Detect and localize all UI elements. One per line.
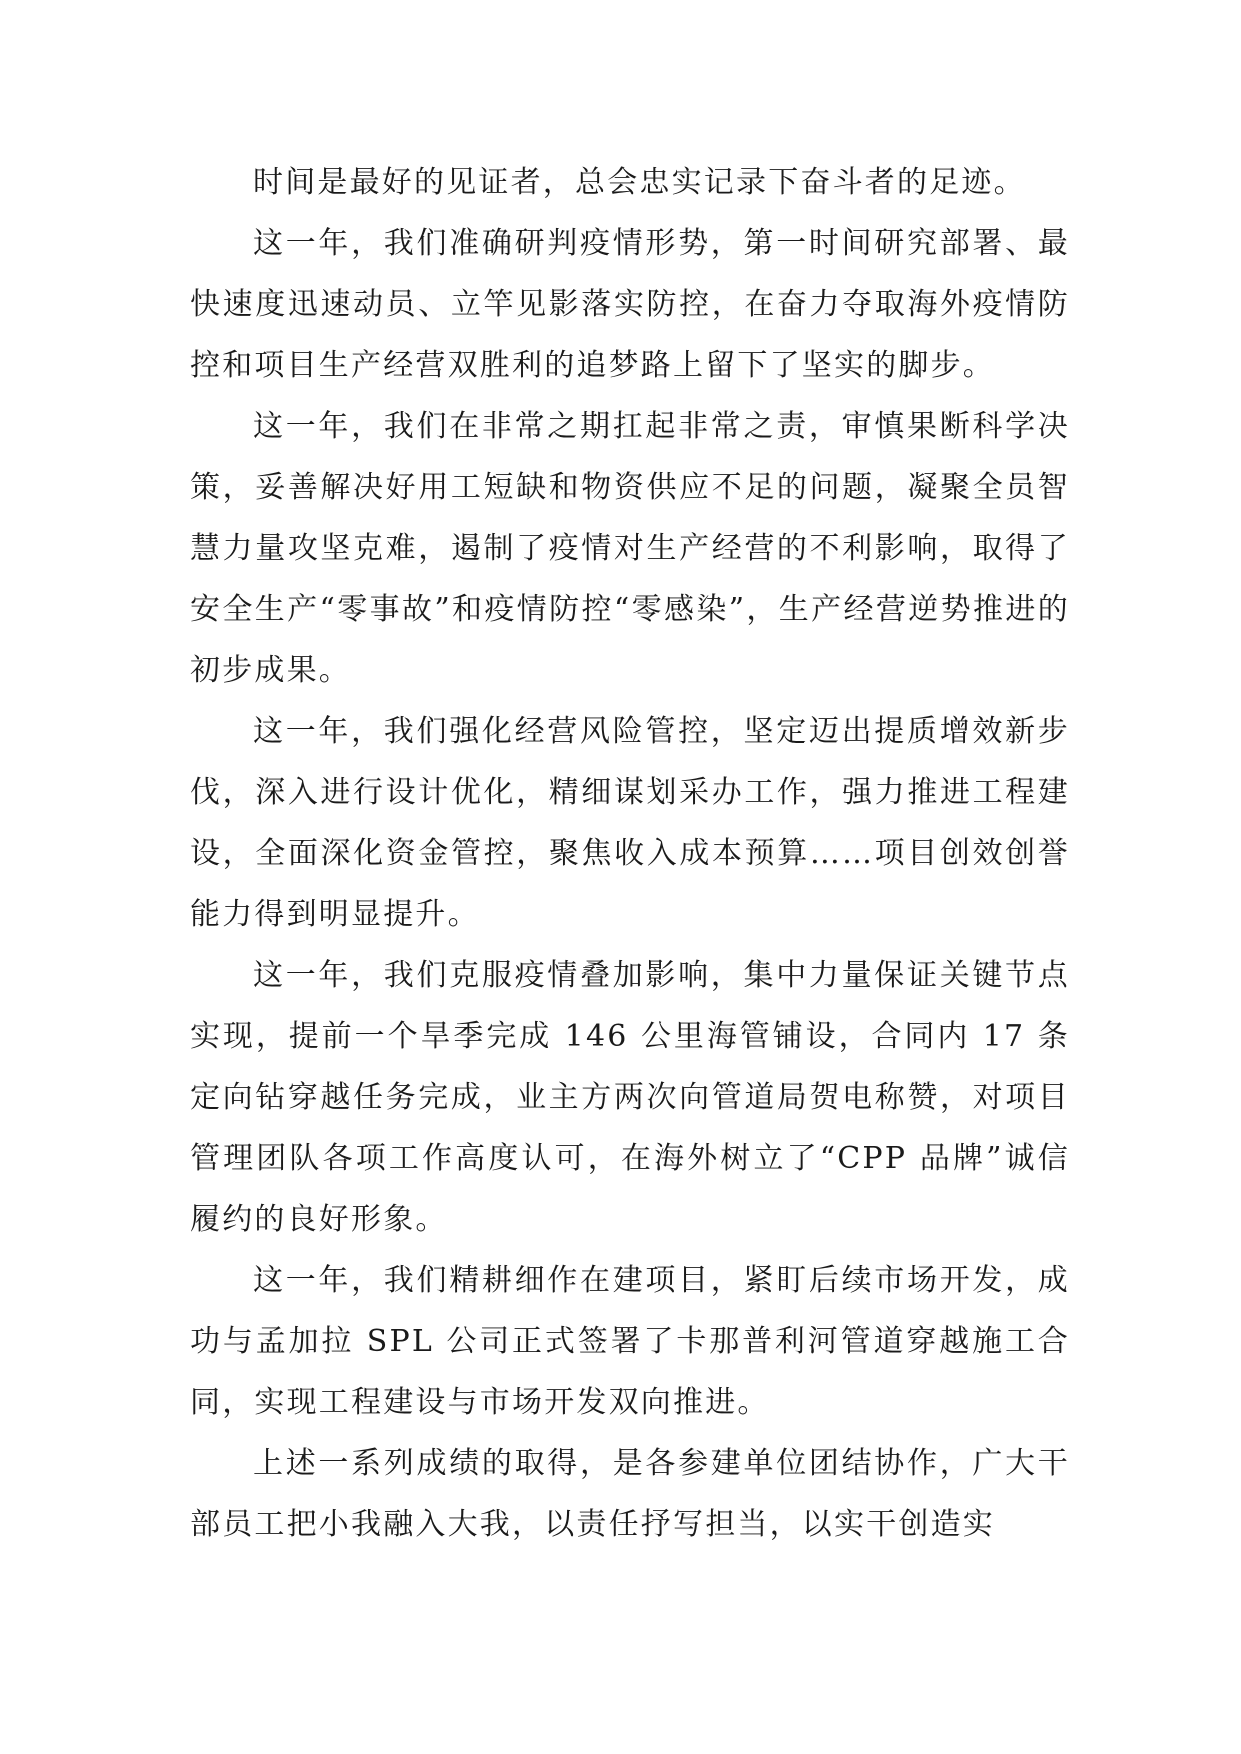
paragraph: 时间是最好的见证者，总会忠实记录下奋斗者的足迹。 [253, 165, 1026, 200]
paragraph: 这一年，我们精耕细作在建项目，紧盯后续市场开发，成功与孟加拉 SPL 公司正式签署了卡那普利河管道穿越施工合同，实现工程建设与市场开发双向推进。 [190, 1263, 1070, 1420]
paragraph: 上述一系列成绩的取得，是各参建单位团结协作，广大干部员工把小我融入大我，以责任抒写担当，以实干创造实 [190, 1446, 1070, 1542]
paragraph: 这一年，我们在非常之期扛起非常之责，审慎果断科学决策，妥善解决好用工短缺和物资供应不足的问题，凝聚全员智慧力量攻坚克难，遏制了疫情对生产经营的不利影响，取得了安全生产“零事故”和疫情防控“零感染”，生产经营逆势推进的初步成果。 [190, 409, 1070, 688]
paragraph: 这一年，我们准确研判疫情形势，第一时间研究部署、最快速度迅速动员、立竿见影落实防控，在奋力夺取海外疫情防控和项目生产经营双胜利的追梦路上留下了坚实的脚步。 [190, 226, 1070, 383]
document-body [190, 152, 1070, 1555]
paragraph: 这一年，我们强化经营风险管控，坚定迈出提质增效新步伐，深入进行设计优化，精细谋划采办工作，强力推进工程建设，全面深化资金管控，聚焦收入成本预算……项目创效创誉能力得到明显提升。 [190, 714, 1070, 932]
paragraph: 这一年，我们克服疫情叠加影响，集中力量保证关键节点实现，提前一个旱季完成 146 公里海管铺设，合同内 17 条定向钻穿越任务完成，业主方两次向管道局贺电称赞，对项目管理团队各项工作高度认可，在海外树立了“CPP 品牌”诚信履约的良好形象。 [190, 958, 1070, 1237]
